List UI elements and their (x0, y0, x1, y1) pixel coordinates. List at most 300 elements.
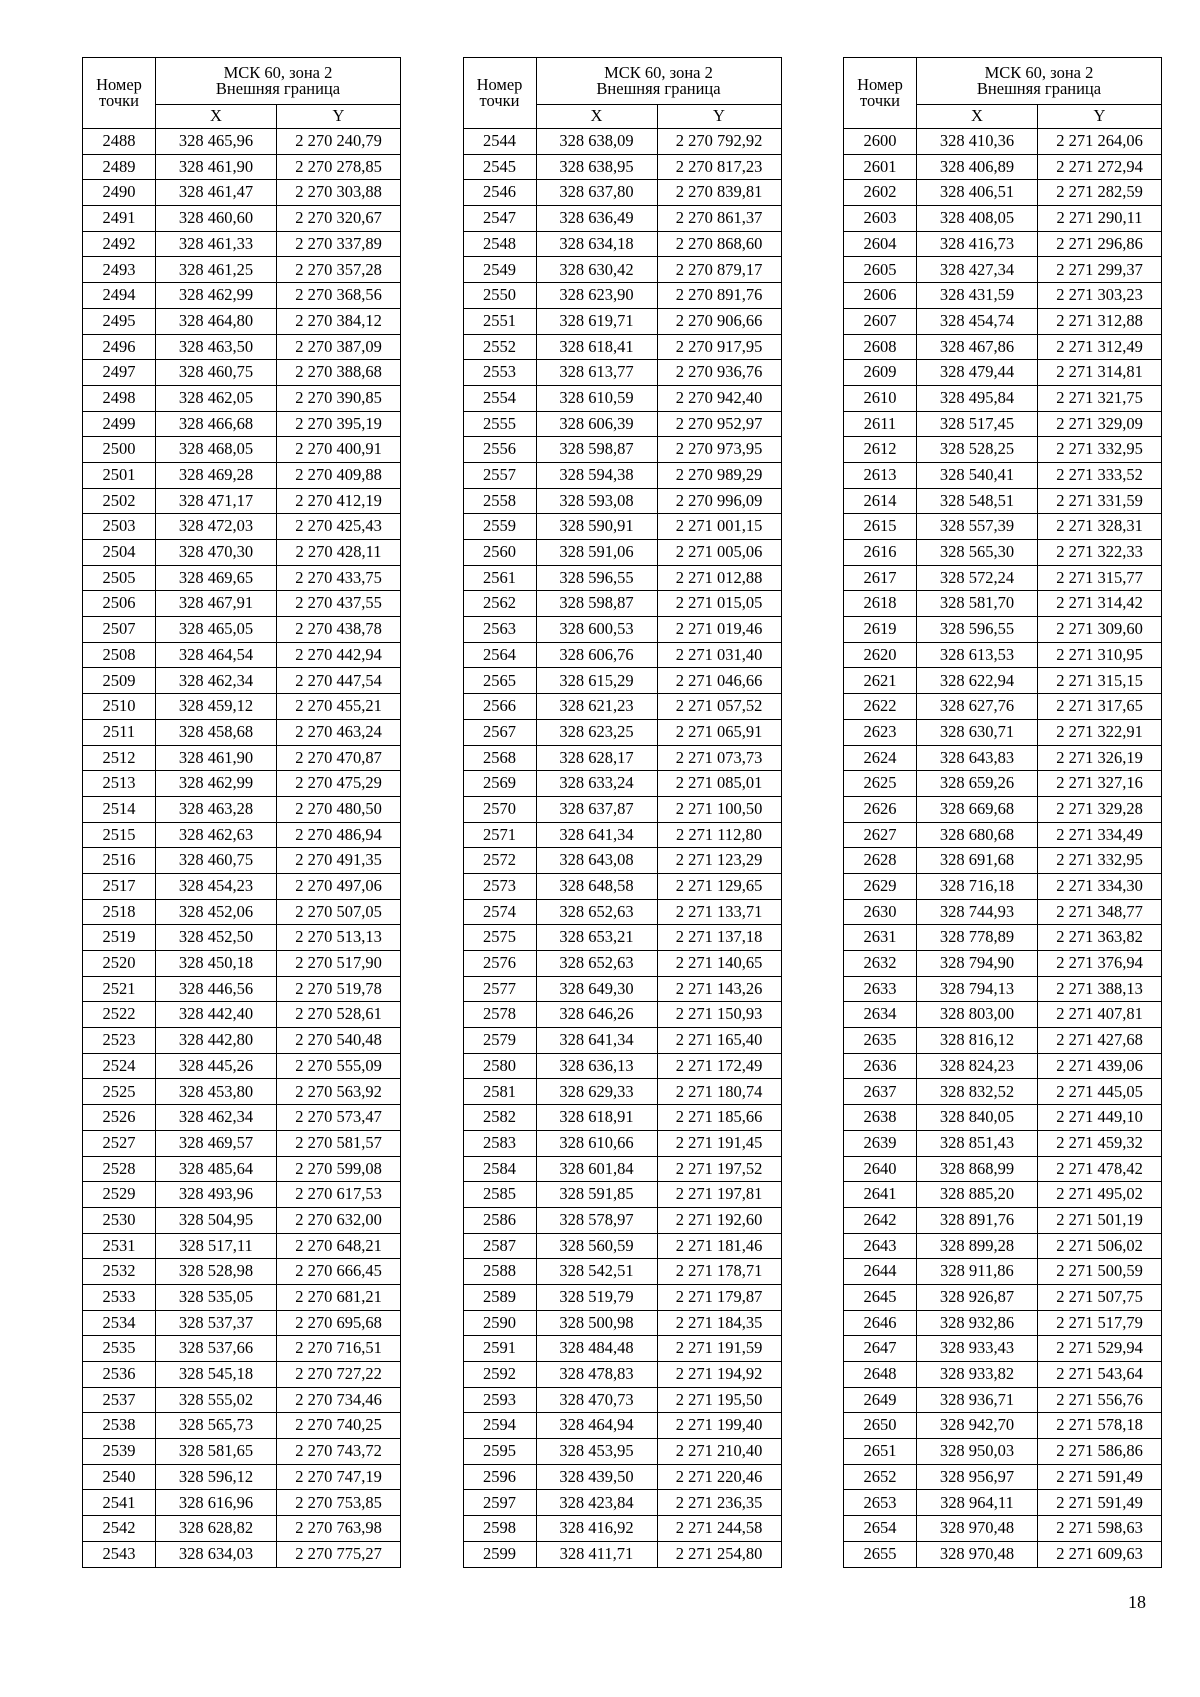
x-coordinate-cell: 328 648,58 (536, 873, 657, 899)
x-coordinate-cell: 328 638,09 (536, 129, 657, 155)
x-coordinate-cell: 328 636,49 (536, 206, 657, 232)
x-coordinate-cell: 328 744,93 (917, 899, 1038, 925)
y-coordinate-cell: 2 271 529,94 (1038, 1336, 1162, 1362)
table-row (463, 565, 781, 591)
x-coordinate-cell: 328 535,05 (156, 1284, 277, 1310)
x-coordinate-cell: 328 623,25 (536, 719, 657, 745)
point-number-cell: 2563 (463, 617, 536, 643)
y-coordinate-cell: 2 271 315,77 (1038, 565, 1162, 591)
table-row (463, 1053, 781, 1079)
y-coordinate-cell: 2 271 194,92 (657, 1362, 781, 1388)
table-row (83, 642, 401, 668)
point-number-cell: 2579 (463, 1028, 536, 1054)
table-row (844, 1439, 1162, 1465)
x-coordinate-cell: 328 926,87 (917, 1284, 1038, 1310)
x-coordinate-cell: 328 629,33 (536, 1079, 657, 1105)
point-number-cell: 2522 (83, 1002, 156, 1028)
y-coordinate-cell: 2 271 140,65 (657, 951, 781, 977)
table-row (463, 334, 781, 360)
point-number-cell: 2517 (83, 873, 156, 899)
x-coordinate-cell: 328 616,96 (156, 1490, 277, 1516)
point-label-line2: точки (860, 91, 900, 110)
x-coordinate-cell: 328 472,03 (156, 514, 277, 540)
y-coordinate-cell: 2 271 046,66 (657, 668, 781, 694)
table-row (83, 283, 401, 309)
point-number-cell: 2640 (844, 1156, 917, 1182)
x-coordinate-cell: 328 460,60 (156, 206, 277, 232)
x-coordinate-cell: 328 652,63 (536, 899, 657, 925)
y-coordinate-cell: 2 270 917,95 (657, 334, 781, 360)
table-row (83, 565, 401, 591)
x-coordinate-cell: 328 970,48 (917, 1516, 1038, 1542)
x-coordinate-cell: 328 452,06 (156, 899, 277, 925)
point-number-cell: 2504 (83, 540, 156, 566)
point-number-cell: 2506 (83, 591, 156, 617)
y-coordinate-cell: 2 271 244,58 (657, 1516, 781, 1542)
point-number-cell: 2615 (844, 514, 917, 540)
x-coordinate-cell: 328 446,56 (156, 976, 277, 1002)
x-coordinate-cell: 328 454,74 (917, 308, 1038, 334)
table-row (463, 1516, 781, 1542)
x-coordinate-cell: 328 680,68 (917, 822, 1038, 848)
y-coordinate-cell: 2 271 123,29 (657, 848, 781, 874)
y-coordinate-cell: 2 270 388,68 (277, 360, 401, 386)
y-header: Y (277, 105, 401, 129)
table-row (83, 411, 401, 437)
table-row (844, 694, 1162, 720)
table-row (463, 1233, 781, 1259)
y-coordinate-cell: 2 271 191,59 (657, 1336, 781, 1362)
point-number-cell: 2618 (844, 591, 917, 617)
x-coordinate-cell: 328 970,48 (917, 1541, 1038, 1567)
y-coordinate-cell: 2 270 475,29 (277, 771, 401, 797)
y-coordinate-cell: 2 270 581,57 (277, 1130, 401, 1156)
point-number-cell: 2590 (463, 1310, 536, 1336)
table-row (83, 1259, 401, 1285)
table-row (844, 565, 1162, 591)
x-coordinate-cell: 328 911,86 (917, 1259, 1038, 1285)
point-number-cell: 2653 (844, 1490, 917, 1516)
table-row (844, 745, 1162, 771)
y-coordinate-cell: 2 271 303,23 (1038, 283, 1162, 309)
point-number-cell: 2535 (83, 1336, 156, 1362)
table-row (83, 694, 401, 720)
x-coordinate-cell: 328 500,98 (536, 1310, 657, 1336)
x-coordinate-cell: 328 652,63 (536, 951, 657, 977)
table-row (844, 1310, 1162, 1336)
point-number-cell: 2499 (83, 411, 156, 437)
point-number-cell: 2593 (463, 1387, 536, 1413)
point-number-cell: 2636 (844, 1053, 917, 1079)
point-number-cell: 2597 (463, 1490, 536, 1516)
y-coordinate-cell: 2 270 497,06 (277, 873, 401, 899)
x-coordinate-cell: 328 950,03 (917, 1439, 1038, 1465)
table-row (844, 1105, 1162, 1131)
point-number-cell: 2610 (844, 385, 917, 411)
x-coordinate-cell: 328 634,03 (156, 1541, 277, 1567)
y-coordinate-cell: 2 270 486,94 (277, 822, 401, 848)
x-header: X (156, 105, 277, 129)
point-number-cell: 2502 (83, 488, 156, 514)
y-coordinate-cell: 2 270 666,45 (277, 1259, 401, 1285)
y-coordinate-cell: 2 270 763,98 (277, 1516, 401, 1542)
table-row (83, 771, 401, 797)
point-number-cell: 2560 (463, 540, 536, 566)
y-coordinate-cell: 2 270 442,94 (277, 642, 401, 668)
point-number-cell: 2591 (463, 1336, 536, 1362)
point-number-cell: 2614 (844, 488, 917, 514)
x-coordinate-cell: 328 778,89 (917, 925, 1038, 951)
x-coordinate-cell: 328 493,96 (156, 1182, 277, 1208)
x-coordinate-cell: 328 406,89 (917, 154, 1038, 180)
x-coordinate-cell: 328 469,65 (156, 565, 277, 591)
point-number-cell: 2500 (83, 437, 156, 463)
point-number-cell: 2571 (463, 822, 536, 848)
point-number-cell: 2648 (844, 1362, 917, 1388)
table-row (83, 1439, 401, 1465)
x-coordinate-cell: 328 548,51 (917, 488, 1038, 514)
y-coordinate-cell: 2 270 879,17 (657, 257, 781, 283)
table-row (844, 1362, 1162, 1388)
table-row (83, 1105, 401, 1131)
point-number-cell: 2570 (463, 796, 536, 822)
table-row (844, 1284, 1162, 1310)
point-number-cell: 2578 (463, 1002, 536, 1028)
x-coordinate-cell: 328 458,68 (156, 719, 277, 745)
table-row (463, 591, 781, 617)
table-row (844, 129, 1162, 155)
y-coordinate-cell: 2 271 057,52 (657, 694, 781, 720)
x-coordinate-cell: 328 598,87 (536, 591, 657, 617)
point-number-cell: 2639 (844, 1130, 917, 1156)
x-coordinate-cell: 328 442,80 (156, 1028, 277, 1054)
x-coordinate-cell: 328 464,94 (536, 1413, 657, 1439)
x-coordinate-cell: 328 565,73 (156, 1413, 277, 1439)
table-row (463, 462, 781, 488)
x-coordinate-cell: 328 638,95 (536, 154, 657, 180)
x-coordinate-cell: 328 431,59 (917, 283, 1038, 309)
table-row (83, 462, 401, 488)
table-row (463, 719, 781, 745)
point-number-cell: 2569 (463, 771, 536, 797)
point-number-cell: 2600 (844, 129, 917, 155)
y-coordinate-cell: 2 271 501,19 (1038, 1207, 1162, 1233)
point-number-cell: 2534 (83, 1310, 156, 1336)
x-coordinate-cell: 328 460,75 (156, 360, 277, 386)
x-coordinate-cell: 328 613,77 (536, 360, 657, 386)
point-number-cell: 2604 (844, 231, 917, 257)
y-coordinate-cell: 2 270 455,21 (277, 694, 401, 720)
table-row (463, 231, 781, 257)
table-row (844, 360, 1162, 386)
x-coordinate-cell: 328 637,80 (536, 180, 657, 206)
point-number-cell: 2492 (83, 231, 156, 257)
table-row (83, 1130, 401, 1156)
system-header (156, 58, 401, 105)
table-row (844, 642, 1162, 668)
system-label: МСК 60, зона 2 (223, 62, 333, 82)
x-coordinate-cell: 328 470,73 (536, 1387, 657, 1413)
y-coordinate-cell: 2 271 195,50 (657, 1387, 781, 1413)
point-number-cell: 2540 (83, 1464, 156, 1490)
point-number-cell: 2519 (83, 925, 156, 951)
y-coordinate-cell: 2 271 073,73 (657, 745, 781, 771)
y-coordinate-cell: 2 271 427,68 (1038, 1028, 1162, 1054)
table-row (844, 308, 1162, 334)
table-row (83, 1233, 401, 1259)
y-coordinate-cell: 2 270 861,37 (657, 206, 781, 232)
point-number-cell: 2529 (83, 1182, 156, 1208)
table-row (83, 1464, 401, 1490)
table-row (83, 925, 401, 951)
x-coordinate-cell: 328 643,83 (917, 745, 1038, 771)
point-number-cell: 2530 (83, 1207, 156, 1233)
y-coordinate-cell: 2 271 459,32 (1038, 1130, 1162, 1156)
table-row (844, 1207, 1162, 1233)
point-number-cell: 2603 (844, 206, 917, 232)
x-coordinate-cell: 328 454,23 (156, 873, 277, 899)
table-row (463, 283, 781, 309)
table-row (83, 617, 401, 643)
y-coordinate-cell: 2 271 445,05 (1038, 1079, 1162, 1105)
table-row (844, 668, 1162, 694)
y-coordinate-cell: 2 270 743,72 (277, 1439, 401, 1465)
point-number-cell: 2625 (844, 771, 917, 797)
y-coordinate-cell: 2 271 112,80 (657, 822, 781, 848)
point-number-cell: 2598 (463, 1516, 536, 1542)
x-coordinate-cell: 328 606,39 (536, 411, 657, 437)
point-number-cell: 2561 (463, 565, 536, 591)
x-coordinate-cell: 328 557,39 (917, 514, 1038, 540)
table-row (463, 385, 781, 411)
x-coordinate-cell: 328 619,71 (536, 308, 657, 334)
table-row (844, 231, 1162, 257)
table-row (844, 514, 1162, 540)
x-coordinate-cell: 328 555,02 (156, 1387, 277, 1413)
point-number-cell: 2538 (83, 1413, 156, 1439)
y-coordinate-cell: 2 271 312,49 (1038, 334, 1162, 360)
point-number-cell: 2595 (463, 1439, 536, 1465)
table-row (463, 668, 781, 694)
point-number-cell: 2495 (83, 308, 156, 334)
y-coordinate-cell: 2 271 322,91 (1038, 719, 1162, 745)
table-row (844, 899, 1162, 925)
y-coordinate-cell: 2 271 065,91 (657, 719, 781, 745)
y-coordinate-cell: 2 271 199,40 (657, 1413, 781, 1439)
x-coordinate-cell: 328 453,95 (536, 1439, 657, 1465)
table-row (844, 848, 1162, 874)
point-number-cell: 2629 (844, 873, 917, 899)
point-number-cell: 2513 (83, 771, 156, 797)
y-coordinate-cell: 2 271 299,37 (1038, 257, 1162, 283)
x-coordinate-cell: 328 646,26 (536, 1002, 657, 1028)
y-coordinate-cell: 2 271 439,06 (1038, 1053, 1162, 1079)
y-coordinate-cell: 2 270 906,66 (657, 308, 781, 334)
table-row (844, 822, 1162, 848)
x-coordinate-cell: 328 885,20 (917, 1182, 1038, 1208)
x-coordinate-cell: 328 462,99 (156, 771, 277, 797)
table-row (844, 1130, 1162, 1156)
x-coordinate-cell: 328 613,53 (917, 642, 1038, 668)
point-number-header (844, 58, 917, 129)
y-coordinate-cell: 2 271 333,52 (1038, 462, 1162, 488)
x-coordinate-cell: 328 581,70 (917, 591, 1038, 617)
y-coordinate-cell: 2 271 332,95 (1038, 437, 1162, 463)
x-coordinate-cell: 328 824,23 (917, 1053, 1038, 1079)
y-coordinate-cell: 2 270 437,55 (277, 591, 401, 617)
y-coordinate-cell: 2 271 317,65 (1038, 694, 1162, 720)
y-coordinate-cell: 2 270 891,76 (657, 283, 781, 309)
y-coordinate-cell: 2 271 150,93 (657, 1002, 781, 1028)
table-row (83, 1156, 401, 1182)
x-coordinate-cell: 328 899,28 (917, 1233, 1038, 1259)
point-number-cell: 2537 (83, 1387, 156, 1413)
x-coordinate-cell: 328 517,11 (156, 1233, 277, 1259)
point-number-cell: 2573 (463, 873, 536, 899)
y-coordinate-cell: 2 271 180,74 (657, 1079, 781, 1105)
table-row (83, 437, 401, 463)
table-row (463, 771, 781, 797)
table-row (83, 976, 401, 1002)
table-row (463, 1182, 781, 1208)
table-row (463, 1336, 781, 1362)
x-coordinate-cell: 328 610,59 (536, 385, 657, 411)
table-row (463, 899, 781, 925)
table-body (844, 129, 1162, 1568)
point-number-cell: 2635 (844, 1028, 917, 1054)
x-coordinate-cell: 328 615,29 (536, 668, 657, 694)
x-coordinate-cell: 328 540,41 (917, 462, 1038, 488)
point-number-cell: 2587 (463, 1233, 536, 1259)
x-coordinate-cell: 328 406,51 (917, 180, 1038, 206)
x-coordinate-cell: 328 461,25 (156, 257, 277, 283)
y-coordinate-cell: 2 271 314,42 (1038, 591, 1162, 617)
x-coordinate-cell: 328 596,55 (536, 565, 657, 591)
y-header: Y (1038, 105, 1162, 129)
table-row (844, 154, 1162, 180)
point-number-cell: 2637 (844, 1079, 917, 1105)
y-coordinate-cell: 2 270 648,21 (277, 1233, 401, 1259)
point-number-cell: 2632 (844, 951, 917, 977)
x-coordinate-cell: 328 517,45 (917, 411, 1038, 437)
x-coordinate-cell: 328 484,48 (536, 1336, 657, 1362)
x-coordinate-cell: 328 628,17 (536, 745, 657, 771)
x-coordinate-cell: 328 641,34 (536, 1028, 657, 1054)
x-coordinate-cell: 328 933,43 (917, 1336, 1038, 1362)
y-coordinate-cell: 2 270 734,46 (277, 1387, 401, 1413)
y-coordinate-cell: 2 270 599,08 (277, 1156, 401, 1182)
table-body (463, 129, 781, 1568)
point-label-line1: Номер (476, 74, 523, 94)
y-coordinate-cell: 2 271 449,10 (1038, 1105, 1162, 1131)
table-row (463, 180, 781, 206)
y-coordinate-cell: 2 271 331,59 (1038, 488, 1162, 514)
point-label-line2: точки (479, 91, 520, 110)
y-coordinate-cell: 2 271 143,26 (657, 976, 781, 1002)
x-coordinate-cell: 328 565,30 (917, 540, 1038, 566)
point-number-cell: 2655 (844, 1541, 917, 1567)
y-coordinate-cell: 2 271 264,06 (1038, 129, 1162, 155)
x-coordinate-cell: 328 933,82 (917, 1362, 1038, 1388)
table-row (83, 1387, 401, 1413)
x-coordinate-cell: 328 461,90 (156, 154, 277, 180)
y-coordinate-cell: 2 271 165,40 (657, 1028, 781, 1054)
point-number-cell: 2608 (844, 334, 917, 360)
y-coordinate-cell: 2 270 470,87 (277, 745, 401, 771)
y-coordinate-cell: 2 271 272,94 (1038, 154, 1162, 180)
table-row (463, 822, 781, 848)
table-row (83, 848, 401, 874)
point-number-cell: 2532 (83, 1259, 156, 1285)
x-coordinate-cell: 328 469,57 (156, 1130, 277, 1156)
point-number-cell: 2524 (83, 1053, 156, 1079)
x-coordinate-cell: 328 445,26 (156, 1053, 277, 1079)
table-row (844, 462, 1162, 488)
y-coordinate-cell: 2 271 506,02 (1038, 1233, 1162, 1259)
y-coordinate-cell: 2 270 563,92 (277, 1079, 401, 1105)
point-number-cell: 2594 (463, 1413, 536, 1439)
x-coordinate-cell: 328 633,24 (536, 771, 657, 797)
y-coordinate-cell: 2 271 100,50 (657, 796, 781, 822)
x-coordinate-cell: 328 504,95 (156, 1207, 277, 1233)
point-number-cell: 2589 (463, 1284, 536, 1310)
y-coordinate-cell: 2 270 463,24 (277, 719, 401, 745)
table-row (83, 1053, 401, 1079)
y-coordinate-cell: 2 270 747,19 (277, 1464, 401, 1490)
point-number-cell: 2652 (844, 1464, 917, 1490)
y-coordinate-cell: 2 270 727,22 (277, 1362, 401, 1388)
point-number-cell: 2525 (83, 1079, 156, 1105)
y-header: Y (657, 105, 781, 129)
point-number-cell: 2518 (83, 899, 156, 925)
point-number-cell: 2612 (844, 437, 917, 463)
point-number-cell: 2646 (844, 1310, 917, 1336)
table-row (83, 1002, 401, 1028)
y-coordinate-cell: 2 270 792,92 (657, 129, 781, 155)
x-coordinate-cell: 328 469,28 (156, 462, 277, 488)
point-number-cell: 2521 (83, 976, 156, 1002)
table-row (83, 796, 401, 822)
point-number-cell: 2542 (83, 1516, 156, 1542)
point-number-cell: 2575 (463, 925, 536, 951)
point-number-cell: 2568 (463, 745, 536, 771)
x-coordinate-cell: 328 478,83 (536, 1362, 657, 1388)
x-coordinate-cell: 328 794,90 (917, 951, 1038, 977)
table-row (83, 668, 401, 694)
point-number-cell: 2528 (83, 1156, 156, 1182)
y-coordinate-cell: 2 271 296,86 (1038, 231, 1162, 257)
point-number-cell: 2543 (83, 1541, 156, 1567)
table-row (463, 745, 781, 771)
point-number-cell: 2586 (463, 1207, 536, 1233)
point-number-cell: 2626 (844, 796, 917, 822)
y-coordinate-cell: 2 271 137,18 (657, 925, 781, 951)
table-row (463, 514, 781, 540)
x-coordinate-cell: 328 461,33 (156, 231, 277, 257)
table-row (844, 411, 1162, 437)
y-coordinate-cell: 2 271 348,77 (1038, 899, 1162, 925)
x-coordinate-cell: 328 471,17 (156, 488, 277, 514)
table-row (463, 1413, 781, 1439)
x-coordinate-cell: 328 891,76 (917, 1207, 1038, 1233)
y-coordinate-cell: 2 271 179,87 (657, 1284, 781, 1310)
point-number-cell: 2634 (844, 1002, 917, 1028)
point-number-cell: 2649 (844, 1387, 917, 1413)
point-number-cell: 2565 (463, 668, 536, 694)
x-header: X (917, 105, 1038, 129)
point-number-cell: 2509 (83, 668, 156, 694)
x-coordinate-cell: 328 803,00 (917, 1002, 1038, 1028)
